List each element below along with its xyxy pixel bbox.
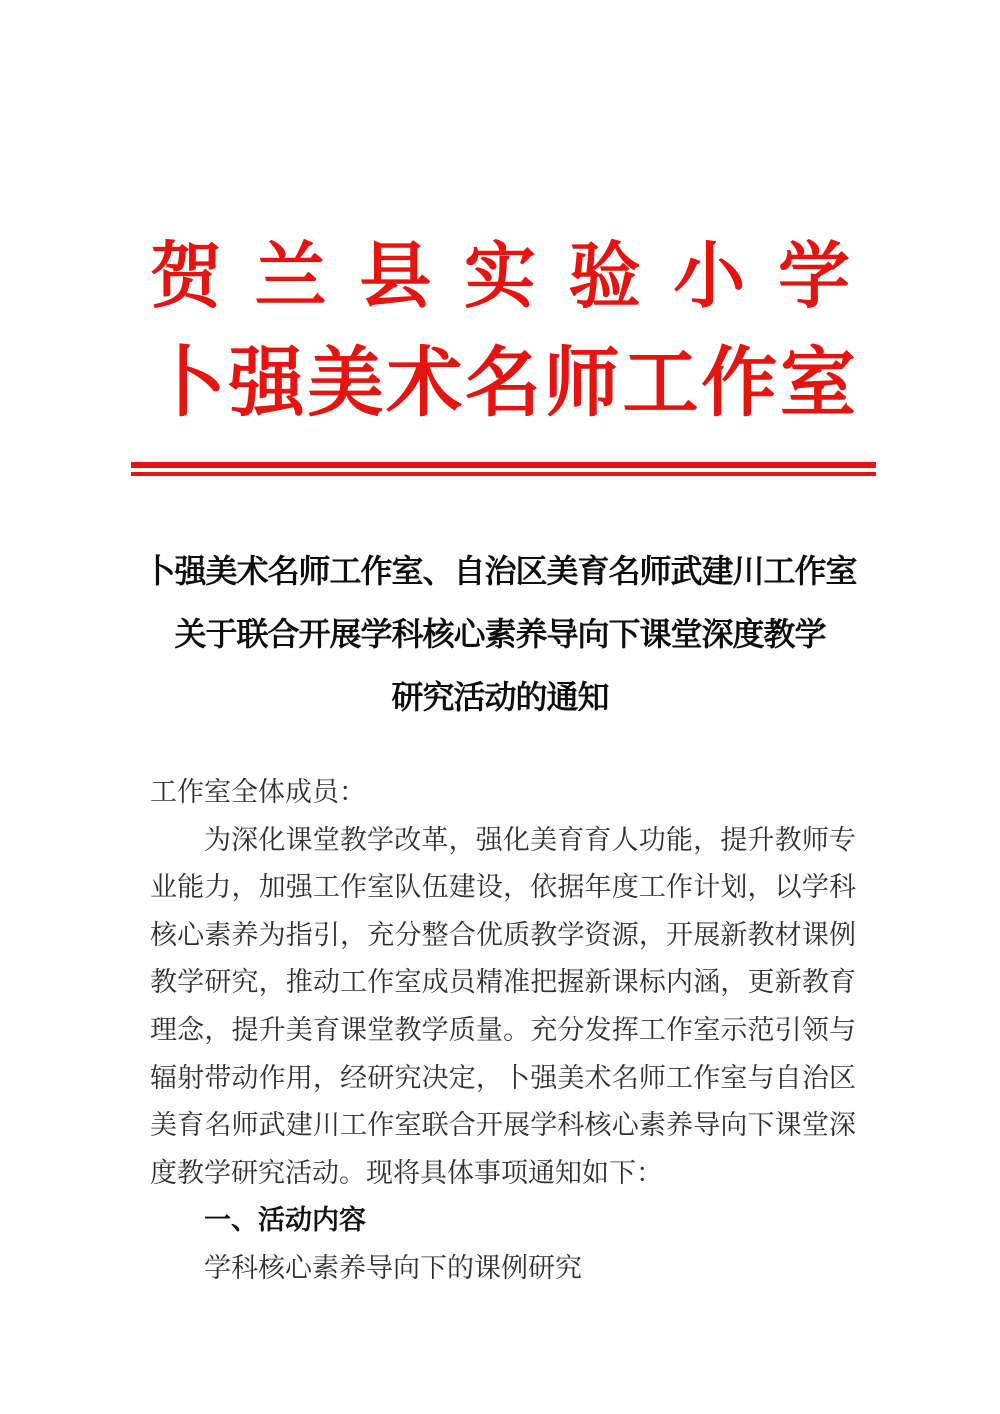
letterhead-char: 工 [622,342,699,426]
divider-rule-thick [131,462,876,468]
letterhead-char: 强 [228,342,305,426]
letterhead-char: 作 [701,342,778,426]
letterhead-line-1 [150,238,850,316]
section-heading-activity-content: 一、活动内容 [204,1205,366,1236]
document-title-line-1: 卜强美术名师工作室、自治区美育名师武建川工作室 [143,553,857,589]
document-title-line-2: 关于联合开展学科核心素养导向下课堂深度教学 [174,616,826,652]
letterhead-char: 学 [777,237,850,317]
letterhead-char: 贺 [150,237,223,317]
document-title-line-3: 研究活动的通知 [391,679,609,715]
letterhead-char: 小 [673,237,746,317]
letterhead-line-2 [150,342,856,426]
document-body [150,769,856,1293]
letterhead-char: 美 [307,342,384,426]
section-content-activity-content: 学科核心素养导向下的课例研究 [204,1252,582,1283]
letterhead-char: 验 [568,237,641,317]
salutation: 工作室全体成员： [150,777,366,807]
letterhead-char: 室 [780,342,856,426]
letterhead-char: 兰 [254,237,327,317]
letterhead-char: 卜 [150,342,226,426]
divider-rule-thin [131,472,876,476]
letterhead-char: 实 [463,237,536,317]
letterhead-char: 名 [465,342,541,426]
document-title [0,540,1000,729]
letterhead-char: 师 [543,342,620,426]
letterhead-char: 术 [386,342,463,426]
body-paragraph: 为深化课堂教学改革，强化美育育人功能，提升教师专业能力，加强工作室队伍建设，依据年度工作计划，以学科核心素养为指引，充分整合优质教学资源，开展新教材课例教学研究，推动工作室成员精准把握新课标内涵，更新教育理念，提升美育课堂教学质量。充分发挥工作室示范引领与辐射带动作用，经研究决定，卜强美术名师工作室与自治区美育名师武建川工作室联合开展学科核心素养导向下课堂深度教学研究活动。现将具体事项通知如下： [150,824,856,1188]
letterhead-char: 县 [359,237,432,317]
